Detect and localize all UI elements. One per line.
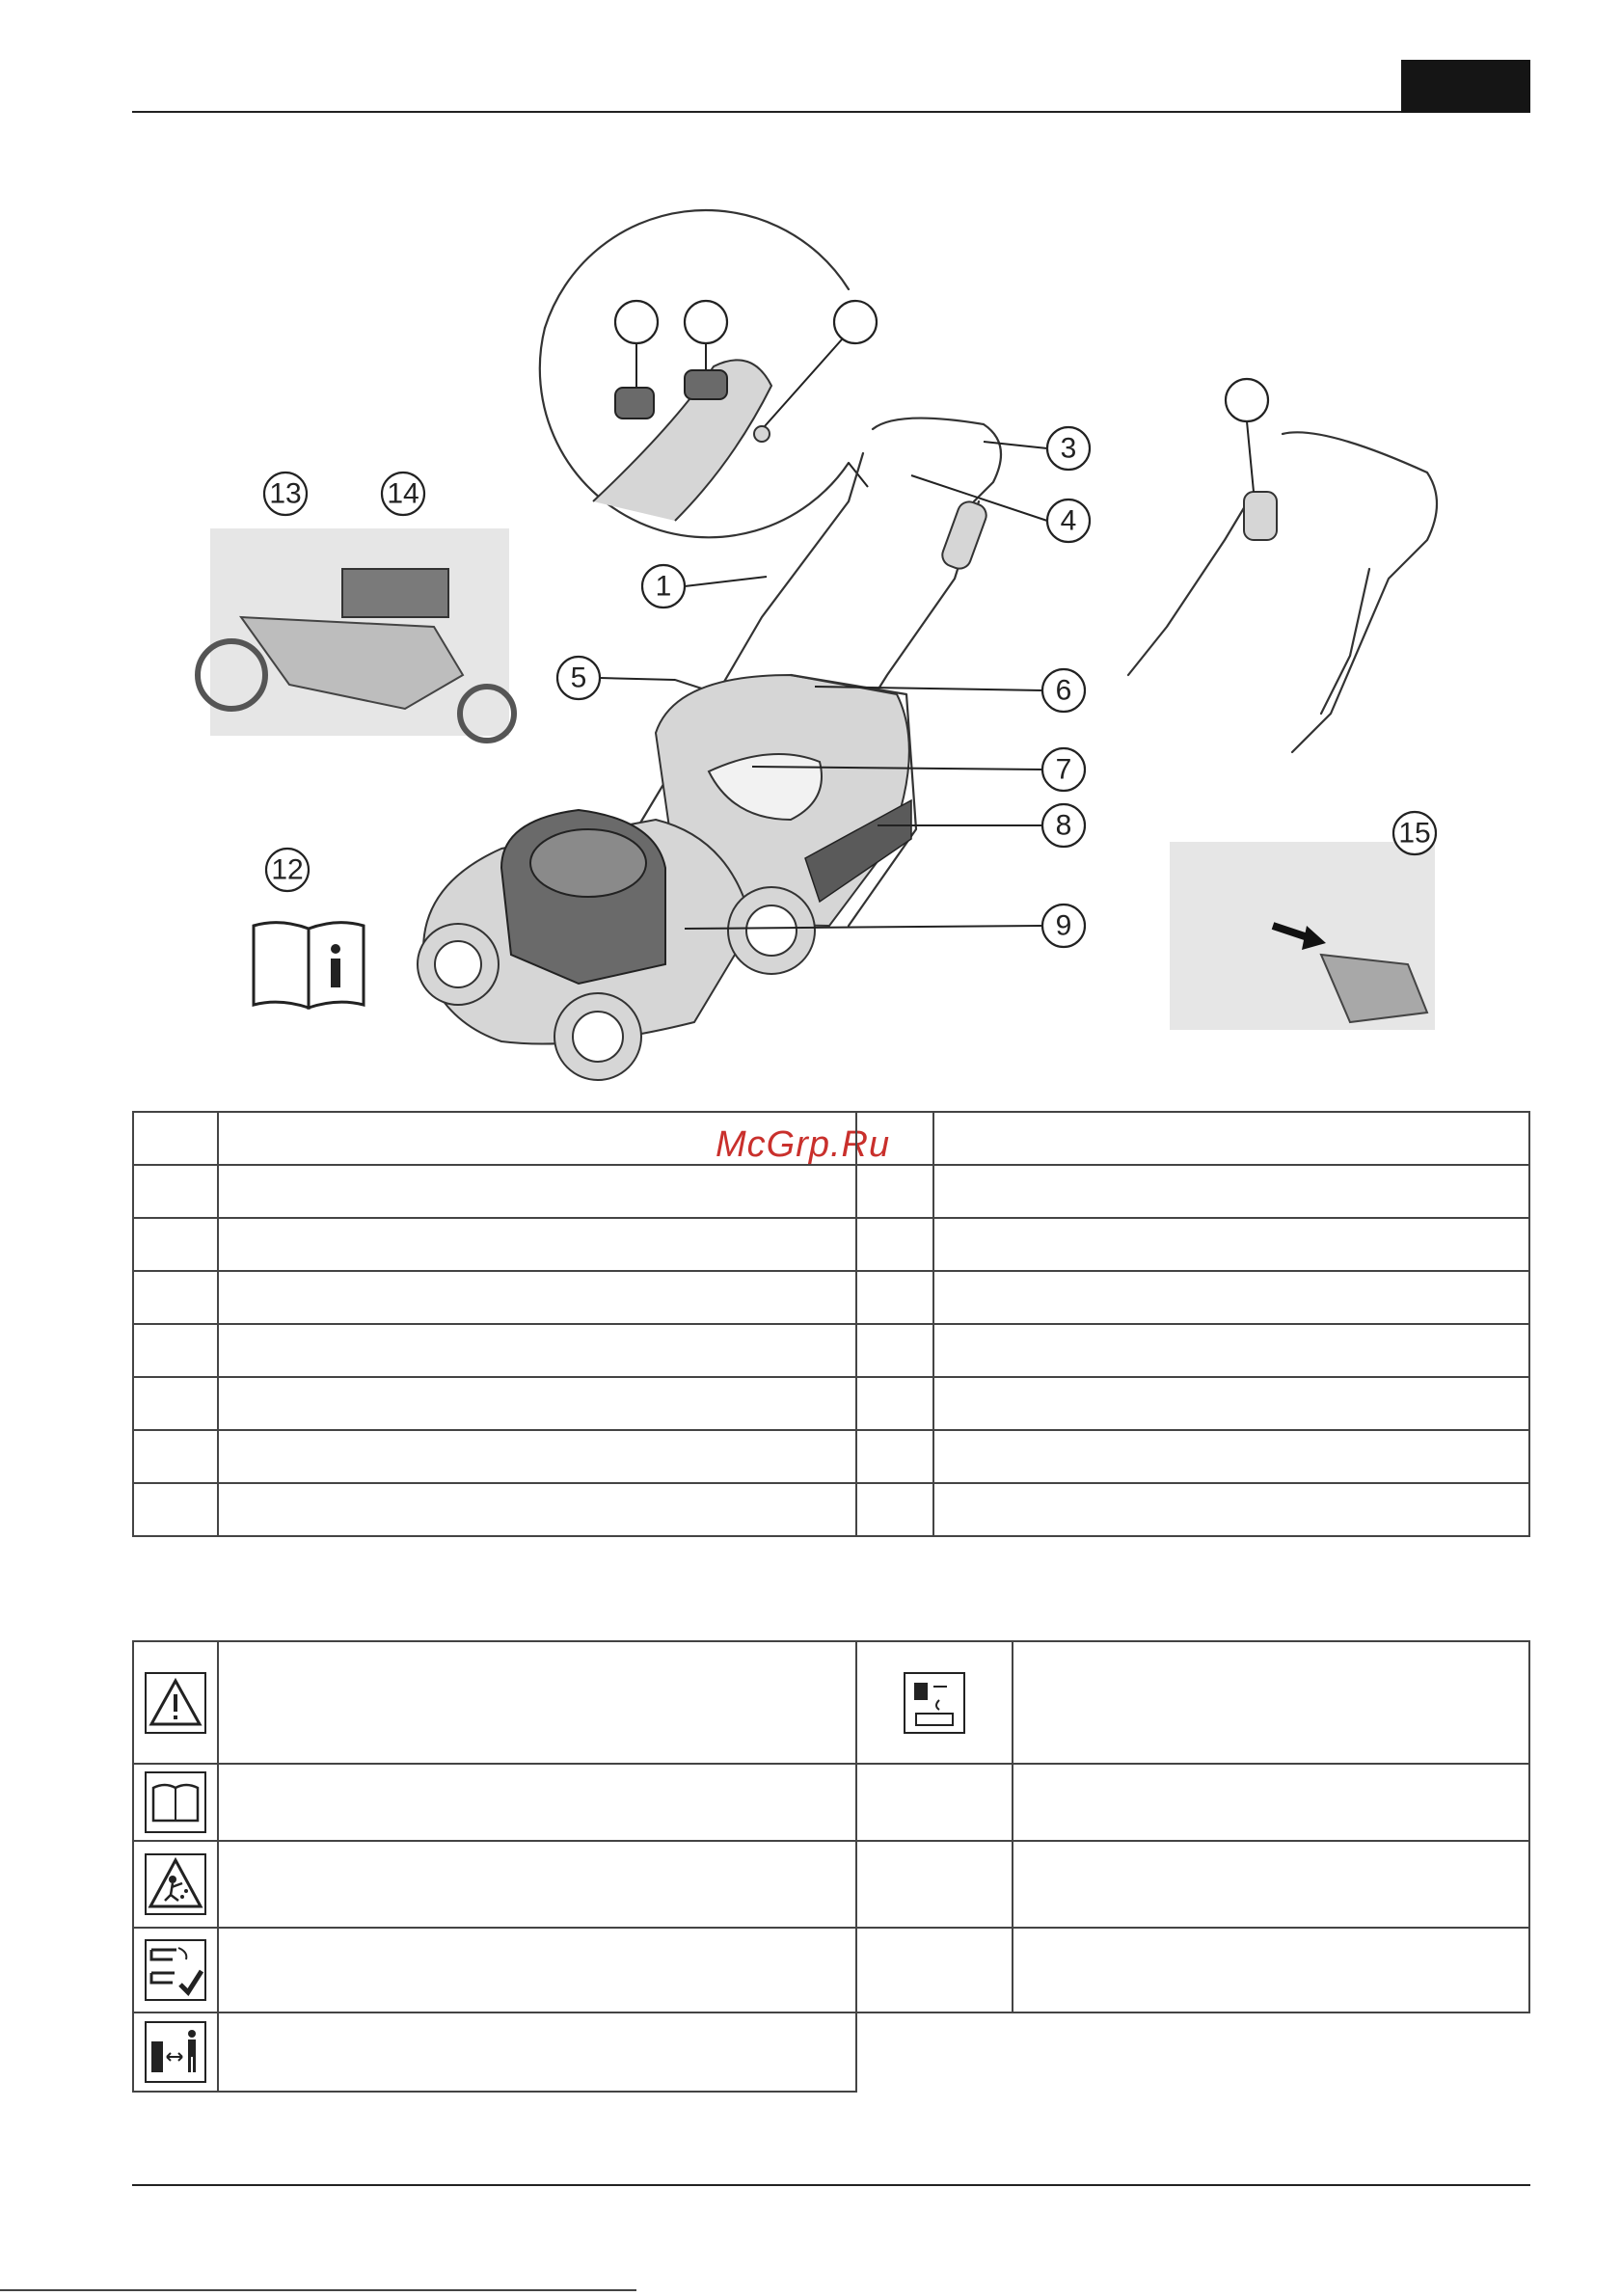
scan-edge-line: [0, 2289, 636, 2291]
thrown-objects-warning-icon: [144, 1852, 207, 1916]
symbol-icon-cell: [133, 1928, 218, 2012]
part-description: [218, 1324, 856, 1377]
symbol-text: [218, 2012, 856, 2092]
part-description: [933, 1377, 1529, 1430]
part-number: [133, 1324, 218, 1377]
svg-text:6: 6: [1055, 674, 1072, 707]
watermark: McGrp.Ru: [716, 1124, 891, 1165]
manual-info-icon: [254, 923, 364, 1008]
symbol-text: [218, 1928, 856, 2012]
part-description: [933, 1165, 1529, 1218]
side-discharge-photo: [198, 528, 514, 741]
part-number: [133, 1165, 218, 1218]
parts-table-row: [133, 1324, 1529, 1377]
symbol-icon-cell: [133, 1841, 218, 1928]
svg-text:1: 1: [655, 570, 672, 603]
parts-table: [132, 1111, 1530, 1537]
svg-text:14: 14: [387, 477, 419, 510]
callout-12: [266, 849, 309, 891]
symbol-icon-cell: [133, 1764, 218, 1841]
mulching-plug-photo: [1170, 842, 1435, 1030]
symbol-text: [218, 1641, 856, 1764]
part-number: [856, 1377, 933, 1430]
part-description: [933, 1324, 1529, 1377]
part-number: [133, 1218, 218, 1271]
part-description: [218, 1271, 856, 1324]
svg-text:7: 7: [1055, 753, 1072, 786]
svg-text:9: 9: [1055, 909, 1072, 942]
parts-table-row: [133, 1218, 1529, 1271]
symbol-row: [133, 2012, 1529, 2092]
svg-text:5: 5: [570, 662, 587, 694]
parts-table-row: [133, 1483, 1529, 1536]
mower-overview-figure: [0, 0, 1621, 1099]
symbol-text: [1013, 1641, 1529, 1764]
parts-table-row: [133, 1112, 1529, 1165]
part-description: [933, 1218, 1529, 1271]
part-number: [856, 1165, 933, 1218]
lawn-mower-drawing: [418, 419, 1001, 1080]
mulching-kit-icon: [903, 1671, 966, 1735]
part-number: [133, 1483, 218, 1536]
symbol-text: [1013, 1841, 1529, 1928]
part-number: [133, 1271, 218, 1324]
symbol-icon-cell: [133, 1641, 218, 1764]
blank-area: [856, 2012, 1529, 2092]
symbol-icon-cell: [856, 1841, 1013, 1928]
part-description: [218, 1218, 856, 1271]
callout-4: [911, 475, 1090, 542]
part-number: [133, 1112, 218, 1165]
callout-1: [642, 565, 767, 608]
symbol-text: [218, 1764, 856, 1841]
symbol-text: [1013, 1928, 1529, 2012]
symbol-text: [218, 1841, 856, 1928]
symbol-text: [1013, 1764, 1529, 1841]
disconnect-before-maintenance-icon: [144, 1938, 207, 2002]
part-number: [856, 1483, 933, 1536]
part-number: [856, 1271, 933, 1324]
parts-table-row: [133, 1165, 1529, 1218]
footer-rule: [132, 2184, 1530, 2186]
part-number: [856, 1430, 933, 1483]
svg-text:3: 3: [1060, 432, 1077, 465]
symbol-icon-cell: [133, 2012, 218, 2092]
keep-distance-icon: [144, 2020, 207, 2084]
symbol-row: [133, 1764, 1529, 1841]
callout-empty-c: [765, 301, 877, 426]
callout-empty-b: [685, 301, 727, 370]
callout-5: [557, 657, 675, 699]
callout-empty-d: [1226, 379, 1268, 492]
symbol-icon-cell: [856, 1641, 1013, 1764]
symbol-icon-cell: [856, 1764, 1013, 1841]
handle-detail-inset: [540, 210, 868, 537]
part-number: [133, 1377, 218, 1430]
svg-text:13: 13: [269, 477, 302, 510]
symbol-icon-cell: [856, 1928, 1013, 2012]
svg-text:8: 8: [1055, 809, 1072, 842]
part-description: [933, 1112, 1529, 1165]
callout-empty-a: [615, 301, 658, 388]
parts-table-row: [133, 1430, 1529, 1483]
svg-text:15: 15: [1398, 817, 1431, 850]
part-number: [856, 1218, 933, 1271]
parts-table-row: [133, 1271, 1529, 1324]
part-description: [218, 1112, 856, 1165]
warning-triangle-icon: [144, 1671, 207, 1735]
part-description: [218, 1483, 856, 1536]
symbols-table: [132, 1640, 1530, 2093]
read-manual-icon: [144, 1770, 207, 1834]
part-description: [218, 1377, 856, 1430]
svg-text:4: 4: [1060, 504, 1077, 537]
folded-handle-drawing: [1128, 432, 1437, 752]
svg-text:12: 12: [271, 853, 304, 886]
callout-15: [1393, 812, 1436, 854]
callout-14: [382, 473, 424, 515]
part-number: [856, 1324, 933, 1377]
part-number: [133, 1430, 218, 1483]
part-description: [218, 1165, 856, 1218]
callout-13: [264, 473, 307, 515]
parts-table-row: [133, 1377, 1529, 1430]
part-description: [933, 1430, 1529, 1483]
part-description: [218, 1430, 856, 1483]
symbol-row: [133, 1841, 1529, 1928]
part-description: [933, 1483, 1529, 1536]
part-description: [933, 1271, 1529, 1324]
part-number: [856, 1112, 933, 1165]
symbol-row: [133, 1928, 1529, 2012]
symbol-row: [133, 1641, 1529, 1764]
